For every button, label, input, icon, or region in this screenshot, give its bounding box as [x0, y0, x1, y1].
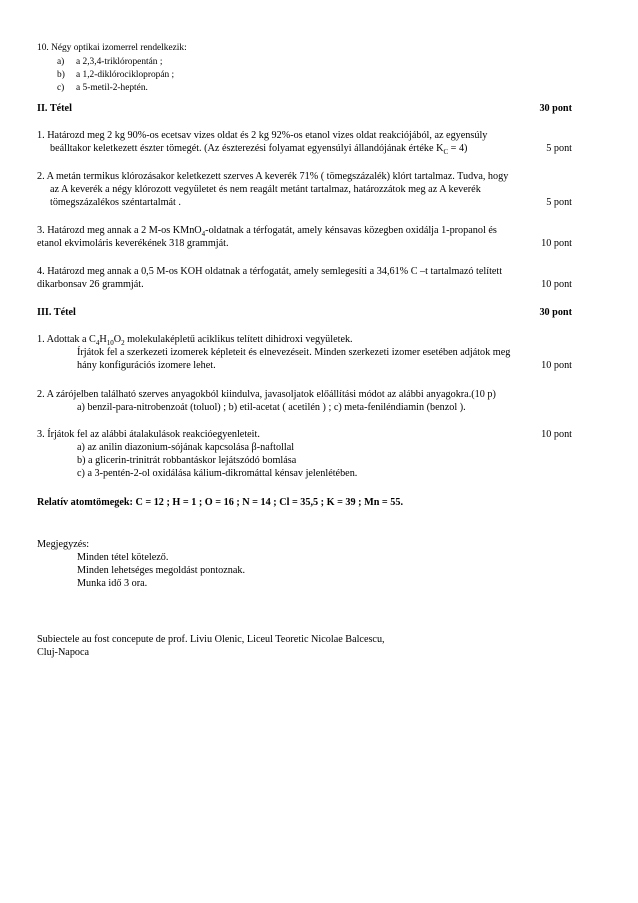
section-2-problem-4: 4. Határozd meg annak a 0,5 M-os KOH oldatnak a térfogatát, amely semlegesíti a 34,61% C –t tartalmazó telített dikarbonsav 26 grammját. 10 pont [37, 266, 572, 290]
option-c: c) a 5-metil-2-heptén. [57, 83, 148, 93]
section-2-problem-3: 3. Határozd meg annak a 2 M-os KMnO$_4$-oldatnak a térfogatát, amely kénsavas közegben oxidálja 1-propanol és etanol ekvimoláris keverékének 318 grammját. 10 pont [37, 225, 572, 249]
question-10-intro: 10. Négy optikai izomerrel rendelkezik: [37, 43, 187, 53]
section-3-header [37, 306, 572, 319]
problem-points: 10 pont [541, 238, 572, 249]
atomic-masses: Relatív atomtömegek: C = 12 ; H = 1 ; O = 16 ; N = 14 ; Cl = 35,5 ; K = 39 ; Mn = 55. [37, 497, 404, 508]
problem-points: 10 pont [541, 360, 572, 371]
problem-points: 5 pont [546, 197, 572, 208]
section-2-header [37, 102, 572, 115]
section-3-problem-1: 1. Adottak a $C_4H_{10}O_2$ molekulaképletű aciklikus telített dihidroxi vegyületek. Írjátok fel a szerkezeti izomerek képleteit és elnevezéseit. Minden szerkezeti izomer esetében adjátok meg hány konfigurációs izomere lehet. 10 pont [37, 334, 572, 371]
section-3-title: III. Tétel [37, 307, 76, 318]
option-a: a) a 2,3,4-triklóropentán ; [57, 57, 163, 67]
section-3-problem-3: 3. Írjátok fel az alábbi átalakulások reakcióegyenleteit. 10 pont a) az anilin diazonium-sójának kapcsolása β-naftollal b) a glicerin-trinitrát robbantáskor lejátszódó bomlása c) a 3-pentén-2-ol oxidálása kálium-dikromáttal kénsav jelenlétében. [37, 429, 572, 479]
section-2-title: II. Tétel [37, 103, 72, 114]
option-b: b) a 1,2-diklórociklopropán ; [57, 70, 175, 80]
note-line: Minden tétel kötelező. [77, 552, 169, 563]
list-item: a) az anilin diazonium-sójának kapcsolása β-naftollal [77, 442, 295, 453]
problem-points: 10 pont [541, 279, 572, 290]
section-3-problem-2: 2. A zárójelben található szerves anyagokból kiindulva, javasoljatok előállítási módot az alábbi anyagokra.(10 p) a) benzil-para-nitrobenzoát (toluol) ; b) etil-acetat ( acetilén ) ; c) meta-feniléndiamin (benzol ). [37, 389, 496, 413]
note-line: Munka idő 3 ora. [77, 578, 148, 589]
author-footer: Subiectele au fost concepute de prof. Liviu Olenic, Liceul Teoretic Nicolae Balcescu, Cluj-Napoca [37, 634, 385, 658]
section-3-points: 30 pont [539, 307, 572, 318]
problem-points: 10 pont [541, 429, 572, 440]
section-2-problem-2: 2. A metán termikus klórozásakor keletkezett szerves A keverék 71% ( tömegszázalék) klórt tartalmaz. Tudva, hogy az A keverék a négy klórozott vegyületet és nem reagált metánt tartalmaz, határozzátok meg az A keverék tömegszázalékos széntartalmát . 5 pont [37, 171, 572, 208]
notes [37, 538, 572, 590]
list-item: c) a 3-pentén-2-ol oxidálása kálium-dikromáttal kénsav jelenlétében. [77, 468, 358, 479]
list-item: b) a glicerin-trinitrát robbantáskor lejátszódó bomlása [77, 455, 297, 466]
note-line: Minden lehetséges megoldást pontoznak. [77, 565, 246, 576]
question-10 [37, 42, 572, 95]
notes-title: Megjegyzés: [37, 539, 90, 550]
section-2-problem-1: 1. Határozd meg 2 kg 90%-os ecetsav vizes oldat és 2 kg 92%-os etanol vizes oldat reakciójából, az egyensúly beálltakor keletkezett észter tömegét. (Az észterezési folyamat egyensúlyi állandójának értéke $K_C = 4$) 5 pont [37, 130, 572, 157]
section-2-points: 30 pont [539, 103, 572, 114]
problem-points: 5 pont [546, 143, 572, 154]
